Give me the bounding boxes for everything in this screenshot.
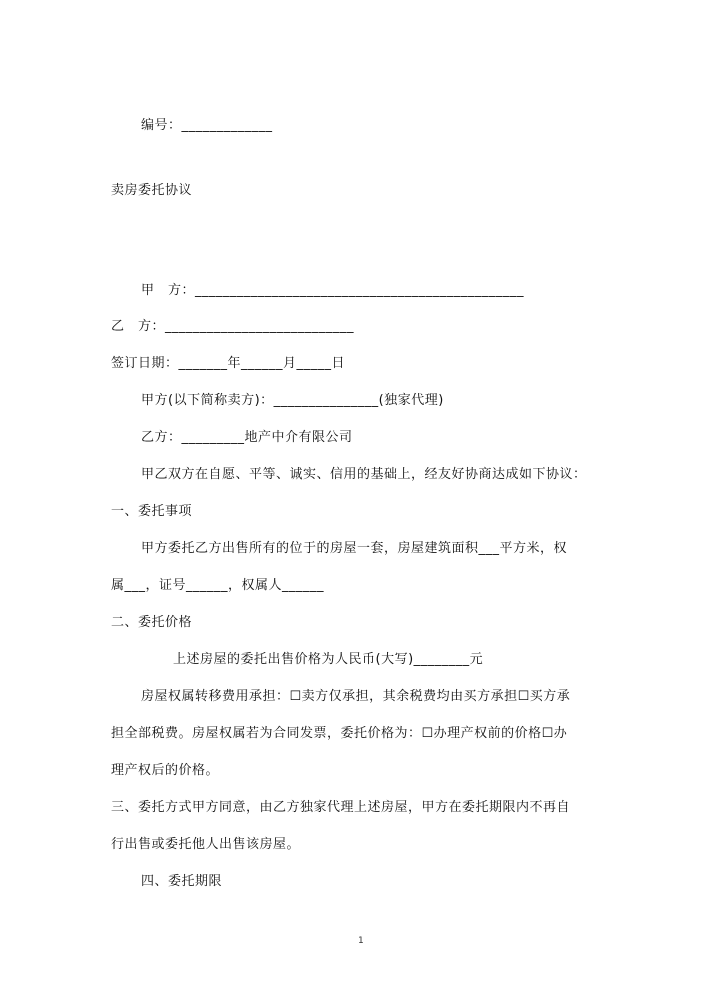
serial-number-line: 编号：_____________ [141, 118, 273, 133]
section-2-price-line: 上述房屋的委托出售价格为人民币(大写)________元 [173, 652, 484, 667]
agreement-preamble: 甲乙双方在自愿、平等、诚实、信用的基础上，经友好协商达成如下协议： [141, 467, 587, 482]
section-3-line-2: 行出售或委托他人出售该房屋。 [111, 837, 301, 852]
party-a-line: 甲 方：_______________________________________________ [141, 283, 525, 298]
section-1-heading: 一、委托事项 [111, 504, 193, 519]
page-number: 1 [358, 936, 364, 946]
section-2-tax-line-3: 理产权后的价格。 [111, 763, 220, 778]
document-title: 卖房委托协议 [111, 183, 193, 198]
section-2-tax-line-2: 担全部税费。房屋权属若为合同发票，委托价格为：☐办理产权前的价格☐办 [111, 726, 568, 741]
party-b-line: 乙 方：___________________________ [111, 319, 355, 334]
section-3-line-1: 三、委托方式甲方同意，由乙方独家代理上述房屋，甲方在委托期限内不再自 [111, 800, 571, 815]
sign-date-line: 签订日期：_______年______月_____日 [111, 356, 346, 371]
party-a-intro: 甲方(以下简称卖方)：_______________(独家代理) [141, 393, 444, 408]
section-1-text-line-1: 甲方委托乙方出售所有的位于的房屋一套，房屋建筑面积___平方米，权 [141, 541, 568, 556]
party-b-intro: 乙方：_________地产中介有限公司 [141, 430, 353, 445]
section-4-heading: 四、委托期限 [141, 874, 223, 889]
section-2-heading: 二、委托价格 [111, 615, 193, 630]
section-2-tax-line-1: 房屋权属转移费用承担：☐卖方仅承担，其余税费均由买方承担☐买方承 [141, 689, 571, 704]
section-1-text-line-2: 属___，证号______，权属人______ [111, 578, 325, 593]
